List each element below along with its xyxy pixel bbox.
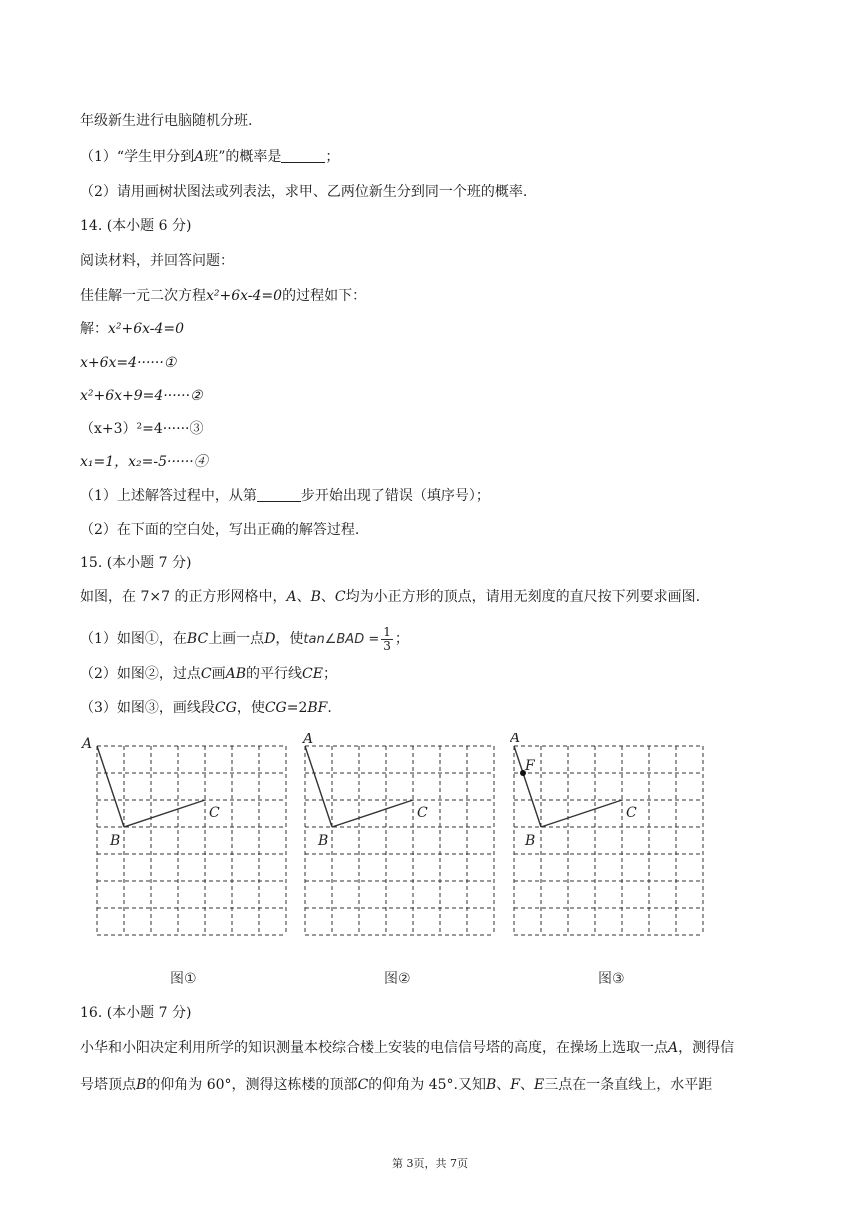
figure-3-caption: 图③ <box>598 971 625 987</box>
question-14-2: （2）在下面的空白处，写出正确的解答过程. <box>80 522 360 538</box>
segment-bc <box>124 800 205 827</box>
figure-2-caption: 图② <box>384 971 411 987</box>
figure-1 <box>78 733 293 947</box>
grid <box>514 746 703 935</box>
fraction: $\frac{1}{3}$ <box>383 624 391 653</box>
solution-step-4: x₁=1，x₂=-5······④ <box>80 454 208 470</box>
label-c: C <box>209 805 220 821</box>
label-b: B <box>525 833 536 849</box>
solution-line: 解：x²+6x-4=0 <box>80 321 185 337</box>
label-a: A <box>510 733 521 746</box>
question-15-heading: 15. (本小题 7 分) <box>80 555 192 571</box>
label-c: C <box>417 805 428 821</box>
grid <box>305 746 494 935</box>
label-b: B <box>318 833 329 849</box>
answer-blank <box>257 487 301 502</box>
text-line: 佳佳解一元二次方程x²+6x-4=0的过程如下： <box>80 288 367 304</box>
question-15-1: （1）如图①，在BC上画一点D，使tan∠BAD = $\frac{1}{3}$ ； <box>80 624 409 653</box>
answer-blank <box>281 148 325 163</box>
grid <box>97 746 286 935</box>
figure-1-caption: 图① <box>170 971 197 987</box>
segment-bc <box>332 800 413 827</box>
question-15-intro: 如图，在 7×7 的正方形网格中，A、B、C均为小正方形的顶点，请用无刻度的直尺按下列要求画图. <box>80 589 701 605</box>
text-line: 阅读材料，并回答问题： <box>80 253 234 269</box>
question-13-2: （2）请用画树状图法或列表法，求甲、乙两位新生分到同一个班的概率. <box>80 184 528 200</box>
question-16-line-2: 号塔顶点B的仰角为 60°，测得这栋楼的顶部C的仰角为 45°.又知B、F、E三点在一条直线上，水平距 <box>80 1077 713 1093</box>
label-c: C <box>626 805 637 821</box>
question-15-3: （3）如图③，画线段CG，使CG=2BF. <box>80 700 332 716</box>
label-a: A <box>303 733 314 747</box>
label-a: A <box>82 736 93 752</box>
page-footer: 第 3页，共 7页 <box>392 1157 468 1170</box>
question-16-heading: 16. (本小题 7 分) <box>80 1005 192 1021</box>
question-16-line-1: 小华和小阳决定利用所学的知识测量本校综合楼上安装的电信信号塔的高度，在操场上选取一点A，测得信 <box>80 1040 735 1056</box>
question-14-1: （1）上述解答过程中，从第 步开始出现了错误（填序号）； <box>80 488 490 504</box>
solution-step-1: x+6x=4······① <box>80 355 177 371</box>
question-14-heading: 14. (本小题 6 分) <box>80 218 192 234</box>
label-f: F <box>525 758 535 774</box>
text-line: 年级新生进行电脑随机分班. <box>80 113 253 129</box>
figure-3 <box>510 733 725 947</box>
figure-2 <box>300 733 515 947</box>
segment-ab <box>305 746 332 827</box>
label-b: B <box>110 833 121 849</box>
question-13-1: （1）“学生甲分到A班”的概率是 ； <box>80 149 340 165</box>
solution-step-2: x²+6x+9=4······② <box>80 388 203 404</box>
segment-bc <box>541 800 622 827</box>
solution-step-3: （x+3）²=4······③ <box>80 421 204 437</box>
segment-ab <box>97 746 124 827</box>
question-15-2: （2）如图②，过点C画AB的平行线CE； <box>80 666 337 682</box>
